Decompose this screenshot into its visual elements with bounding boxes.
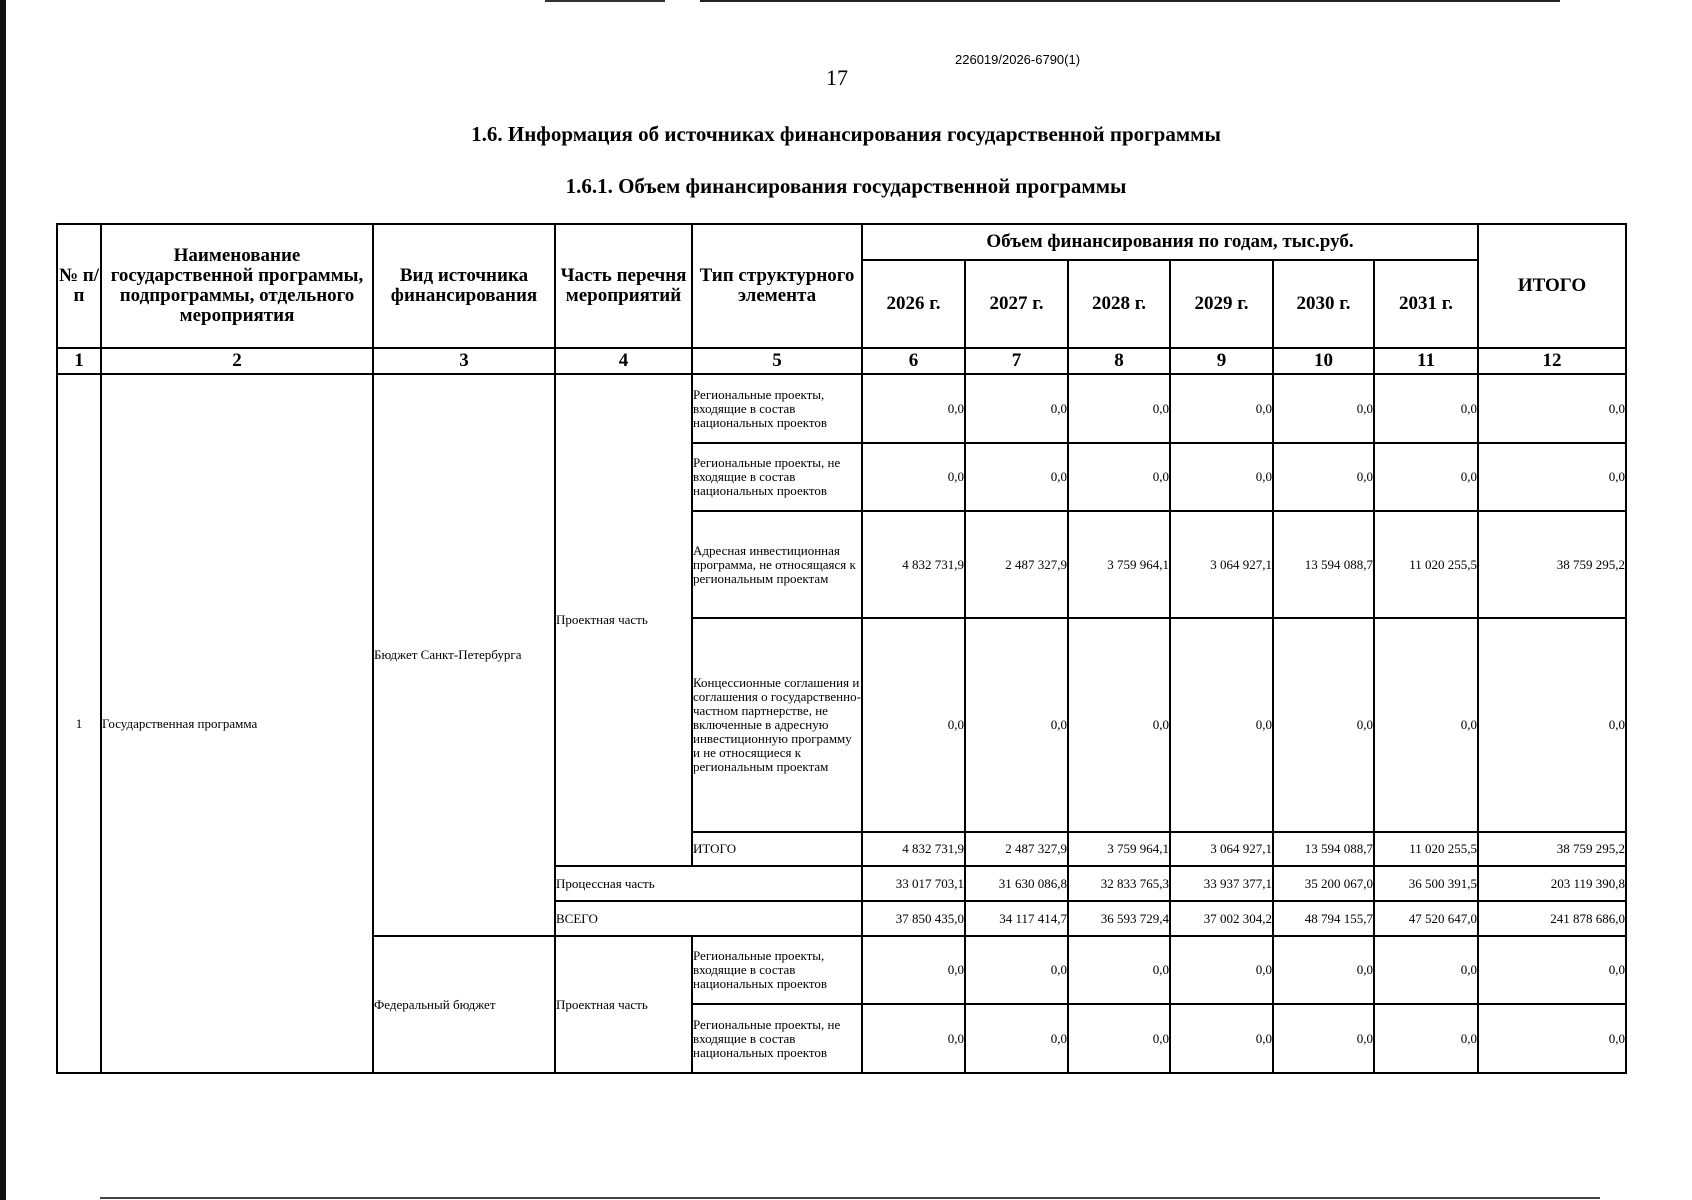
total-cell: 241 878 686,0 (1478, 901, 1626, 936)
total-cell: 38 759 295,2 (1478, 511, 1626, 618)
structural-element-type: ИТОГО (692, 832, 862, 866)
value-cell: 0,0 (965, 443, 1068, 511)
section-heading: 1.6. Информация об источниках финансирования государственной программы (471, 122, 1221, 146)
source-spb-budget: Бюджет Санкт-Петербурга (373, 374, 555, 936)
column-number: 6 (862, 348, 965, 374)
value-cell: 13 594 088,7 (1273, 832, 1374, 866)
header-year: 2031 г. (1374, 260, 1478, 348)
value-cell: 3 759 964,1 (1068, 511, 1170, 618)
header-year: 2027 г. (965, 260, 1068, 348)
column-number: 11 (1374, 348, 1478, 374)
total-cell: 0,0 (1478, 936, 1626, 1004)
value-cell: 0,0 (862, 443, 965, 511)
value-cell: 0,0 (1068, 1004, 1170, 1073)
header-col-program: Наименование государственной программы, подпрограммы, отдельного мероприятия (101, 224, 373, 348)
value-cell: 0,0 (1068, 443, 1170, 511)
value-cell: 0,0 (965, 1004, 1068, 1073)
value-cell: 2 487 327,9 (965, 511, 1068, 618)
value-cell: 33 937 377,1 (1170, 866, 1273, 901)
value-cell: 0,0 (1374, 374, 1478, 443)
value-cell: 4 832 731,9 (862, 511, 965, 618)
total-cell: 0,0 (1478, 618, 1626, 832)
value-cell: 0,0 (862, 936, 965, 1004)
column-number: 10 (1273, 348, 1374, 374)
header-col-part: Часть перечня мероприятий (555, 224, 692, 348)
header-col-source: Вид источника финансирования (373, 224, 555, 348)
document-id: 226019/2026-6790(1) (955, 52, 1081, 67)
value-cell: 37 850 435,0 (862, 901, 965, 936)
value-cell: 11 020 255,5 (1374, 832, 1478, 866)
value-cell: 3 759 964,1 (1068, 832, 1170, 866)
structural-element-type: Региональные проекты, не входящие в состав национальных проектов (692, 1004, 862, 1073)
value-cell: 3 064 927,1 (1170, 832, 1273, 866)
total-cell: 0,0 (1478, 1004, 1626, 1073)
column-number: 3 (373, 348, 555, 374)
column-number: 5 (692, 348, 862, 374)
value-cell: 0,0 (1170, 1004, 1273, 1073)
value-cell: 0,0 (862, 618, 965, 832)
value-cell: 0,0 (1374, 936, 1478, 1004)
header-year: 2030 г. (1273, 260, 1374, 348)
value-cell: 0,0 (1273, 936, 1374, 1004)
value-cell: 34 117 414,7 (965, 901, 1068, 936)
part-project: Проектная часть (555, 374, 692, 866)
header-col-num: № п/п (57, 224, 101, 348)
value-cell: 36 500 391,5 (1374, 866, 1478, 901)
value-cell: 0,0 (862, 1004, 965, 1073)
header-year: 2026 г. (862, 260, 965, 348)
value-cell: 13 594 088,7 (1273, 511, 1374, 618)
value-cell: 37 002 304,2 (1170, 901, 1273, 936)
value-cell: 33 017 703,1 (862, 866, 965, 901)
value-cell: 0,0 (1374, 618, 1478, 832)
value-cell: 31 630 086,8 (965, 866, 1068, 901)
row-number: 1 (57, 374, 101, 1073)
column-number: 8 (1068, 348, 1170, 374)
structural-element-type: Региональные проекты, входящие в состав национальных проектов (692, 374, 862, 443)
value-cell: 47 520 647,0 (1374, 901, 1478, 936)
header-year: 2029 г. (1170, 260, 1273, 348)
value-cell: 0,0 (965, 936, 1068, 1004)
value-cell: 0,0 (965, 618, 1068, 832)
financing-table (56, 223, 1627, 1074)
structural-element-type: Концессионные соглашения и соглашения о государственно-частном партнерстве, не включенные в адресную инвестиционную программу и не относящиеся к региональным проектам (692, 618, 862, 832)
header-year: 2028 г. (1068, 260, 1170, 348)
value-cell: 0,0 (1170, 443, 1273, 511)
header-col-type: Тип структурного элемента (692, 224, 862, 348)
column-number: 2 (101, 348, 373, 374)
column-number: 4 (555, 348, 692, 374)
header-years-group: Объем финансирования по годам, тыс.руб. (862, 224, 1478, 260)
value-cell: 0,0 (1170, 618, 1273, 832)
value-cell: 0,0 (1068, 374, 1170, 443)
total-cell: 0,0 (1478, 443, 1626, 511)
total-cell: 203 119 390,8 (1478, 866, 1626, 901)
page-number: 17 (826, 65, 848, 90)
column-number: 1 (57, 348, 101, 374)
total-all: ВСЕГО (555, 901, 862, 936)
value-cell: 0,0 (1170, 374, 1273, 443)
column-number: 9 (1170, 348, 1273, 374)
column-number: 12 (1478, 348, 1626, 374)
header-col-total: ИТОГО (1478, 224, 1626, 348)
value-cell: 11 020 255,5 (1374, 511, 1478, 618)
structural-element-type: Адресная инвестиционная программа, не относящаяся к региональным проектам (692, 511, 862, 618)
top-rule (700, 0, 1560, 2)
value-cell: 0,0 (1374, 1004, 1478, 1073)
value-cell: 3 064 927,1 (1170, 511, 1273, 618)
value-cell: 0,0 (1273, 374, 1374, 443)
value-cell: 0,0 (1068, 936, 1170, 1004)
value-cell: 0,0 (1068, 618, 1170, 832)
value-cell: 0,0 (862, 374, 965, 443)
value-cell: 0,0 (1170, 936, 1273, 1004)
value-cell: 2 487 327,9 (965, 832, 1068, 866)
top-rule-short (545, 0, 665, 2)
part-project: Проектная часть (555, 936, 692, 1073)
structural-element-type: Региональные проекты, входящие в состав национальных проектов (692, 936, 862, 1004)
value-cell: 48 794 155,7 (1273, 901, 1374, 936)
program-name: Государственная программа (101, 374, 373, 1073)
value-cell: 0,0 (1273, 1004, 1374, 1073)
value-cell: 0,0 (1273, 618, 1374, 832)
source-federal-budget: Федеральный бюджет (373, 936, 555, 1073)
value-cell: 0,0 (965, 374, 1068, 443)
bottom-rule (100, 1197, 1600, 1199)
value-cell: 0,0 (1374, 443, 1478, 511)
column-number: 7 (965, 348, 1068, 374)
total-cell: 38 759 295,2 (1478, 832, 1626, 866)
part-process: Процессная часть (555, 866, 862, 901)
value-cell: 36 593 729,4 (1068, 901, 1170, 936)
value-cell: 4 832 731,9 (862, 832, 965, 866)
value-cell: 32 833 765,3 (1068, 866, 1170, 901)
total-cell: 0,0 (1478, 374, 1626, 443)
value-cell: 0,0 (1273, 443, 1374, 511)
structural-element-type: Региональные проекты, не входящие в состав национальных проектов (692, 443, 862, 511)
value-cell: 35 200 067,0 (1273, 866, 1374, 901)
subsection-heading: 1.6.1. Объем финансирования государственной программы (565, 174, 1127, 198)
